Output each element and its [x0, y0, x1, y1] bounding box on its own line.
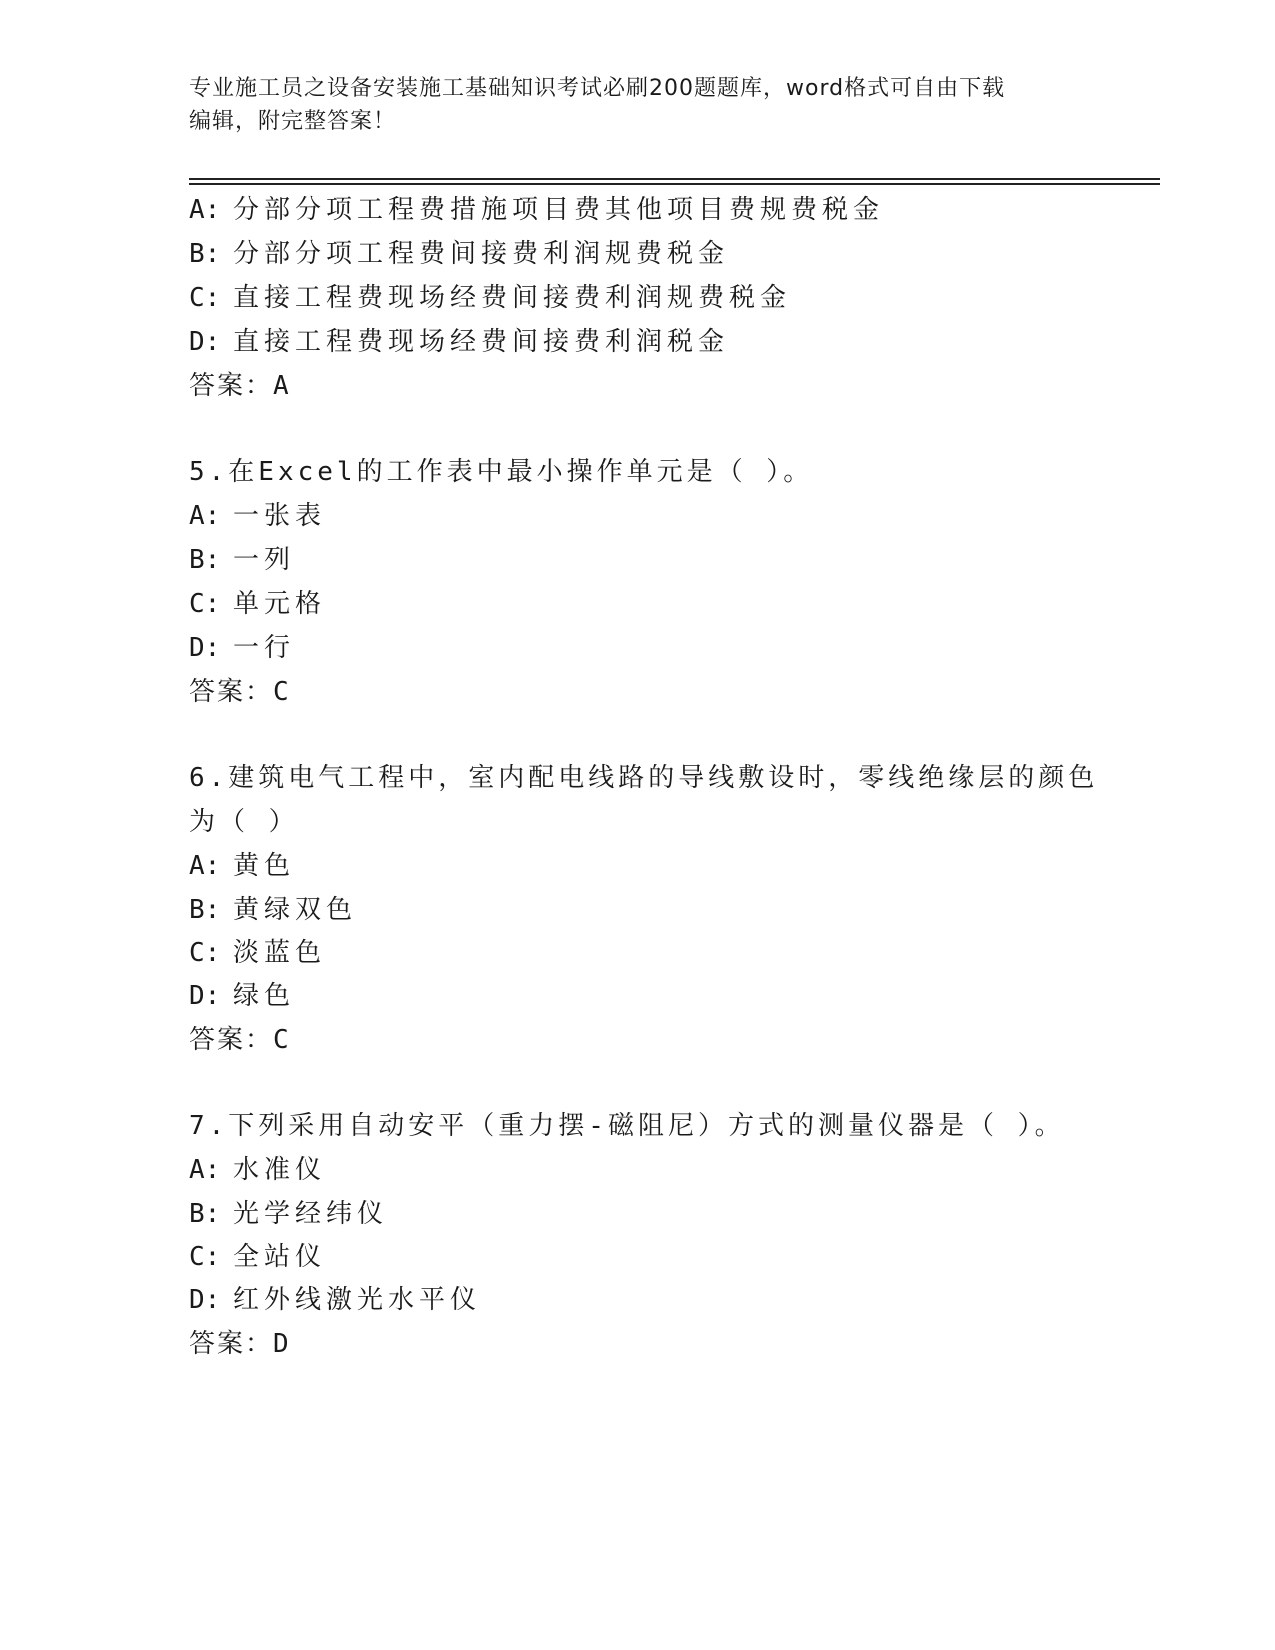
q7-option-d [189, 1284, 481, 1316]
q7-answer [189, 1328, 289, 1360]
option-label: D: [189, 633, 221, 663]
option-text: 黄绿双色 [233, 895, 358, 925]
option-text: 直接工程费现场经费间接费利润税金 [233, 327, 730, 357]
q5-option-a [189, 500, 326, 532]
option-text: 全站仪 [233, 1242, 327, 1272]
q4-option-b [189, 238, 729, 270]
document-header [189, 72, 1089, 138]
option-label: A: [189, 501, 221, 531]
option-label: D: [189, 981, 221, 1011]
q5-stem: 5.在Excel的工作表中最小操作单元是（ ）。 [189, 457, 814, 487]
option-label: A: [189, 851, 221, 881]
q6-stem-line-1: 6.建筑电气工程中，室内配电线路的导线敷设时，零线绝缘层的颜色 [189, 763, 1099, 793]
answer-value: A [273, 371, 289, 401]
answer-label: 答案： [189, 1329, 274, 1359]
q7-option-a [189, 1154, 326, 1186]
option-text: 绿色 [233, 981, 296, 1011]
q7-option-c [189, 1241, 326, 1273]
q6-answer [189, 1024, 289, 1056]
answer-label: 答案： [189, 371, 274, 401]
answer-value: D [273, 1329, 289, 1359]
q4-answer [189, 370, 289, 402]
option-text: 单元格 [233, 589, 327, 619]
header-divider-top [189, 178, 1160, 180]
answer-value: C [273, 1025, 289, 1055]
header-divider-bottom [189, 183, 1160, 185]
option-text: 水准仪 [233, 1155, 327, 1185]
q4-option-c [189, 282, 791, 314]
q4-option-d [189, 326, 729, 358]
option-text: 红外线激光水平仪 [233, 1285, 482, 1315]
q6-option-c [189, 937, 326, 969]
answer-label: 答案： [189, 1025, 274, 1055]
option-text: 一行 [233, 633, 296, 663]
answer-value: C [273, 677, 289, 707]
q7-stem: 7.下列采用自动安平（重力摆-磁阻尼）方式的测量仪器是（ ）。 [189, 1111, 1065, 1141]
option-text: 光学经纬仪 [233, 1199, 389, 1229]
option-text: 分部分项工程费措施项目费其他项目费规费税金 [233, 195, 885, 225]
option-label: B: [189, 895, 221, 925]
option-text: 分部分项工程费间接费利润规费税金 [233, 239, 730, 269]
option-text: 一张表 [233, 501, 327, 531]
q7-option-b [189, 1198, 388, 1230]
q5-option-c [189, 588, 326, 620]
option-text: 直接工程费现场经费间接费利润规费税金 [233, 283, 792, 313]
q6-option-b [189, 894, 357, 926]
option-label: C: [189, 1242, 221, 1272]
q6-option-d [189, 980, 295, 1012]
option-label: C: [189, 589, 221, 619]
option-label: D: [189, 327, 221, 357]
q4-option-a [189, 194, 884, 226]
option-text: 淡蓝色 [233, 938, 327, 968]
option-label: C: [189, 938, 221, 968]
q6-option-a [189, 850, 295, 882]
header-line-1: 专业施工员之设备安装施工基础知识考试必刷200题题库，word格式可自由下载 [189, 76, 1006, 101]
option-label: B: [189, 239, 221, 269]
option-label: B: [189, 545, 221, 575]
header-line-2: 编辑，附完整答案！ [189, 109, 397, 134]
option-text: 一列 [233, 545, 296, 575]
option-label: D: [189, 1285, 221, 1315]
option-label: B: [189, 1199, 221, 1229]
q5-option-d [189, 632, 295, 664]
answer-label: 答案： [189, 677, 274, 707]
option-text: 黄色 [233, 851, 296, 881]
option-label: C: [189, 283, 221, 313]
q5-answer [189, 676, 289, 708]
option-label: A: [189, 195, 221, 225]
q6-stem-line-2: 为（ ） [189, 807, 299, 837]
q5-option-b [189, 544, 295, 576]
option-label: A: [189, 1155, 221, 1185]
